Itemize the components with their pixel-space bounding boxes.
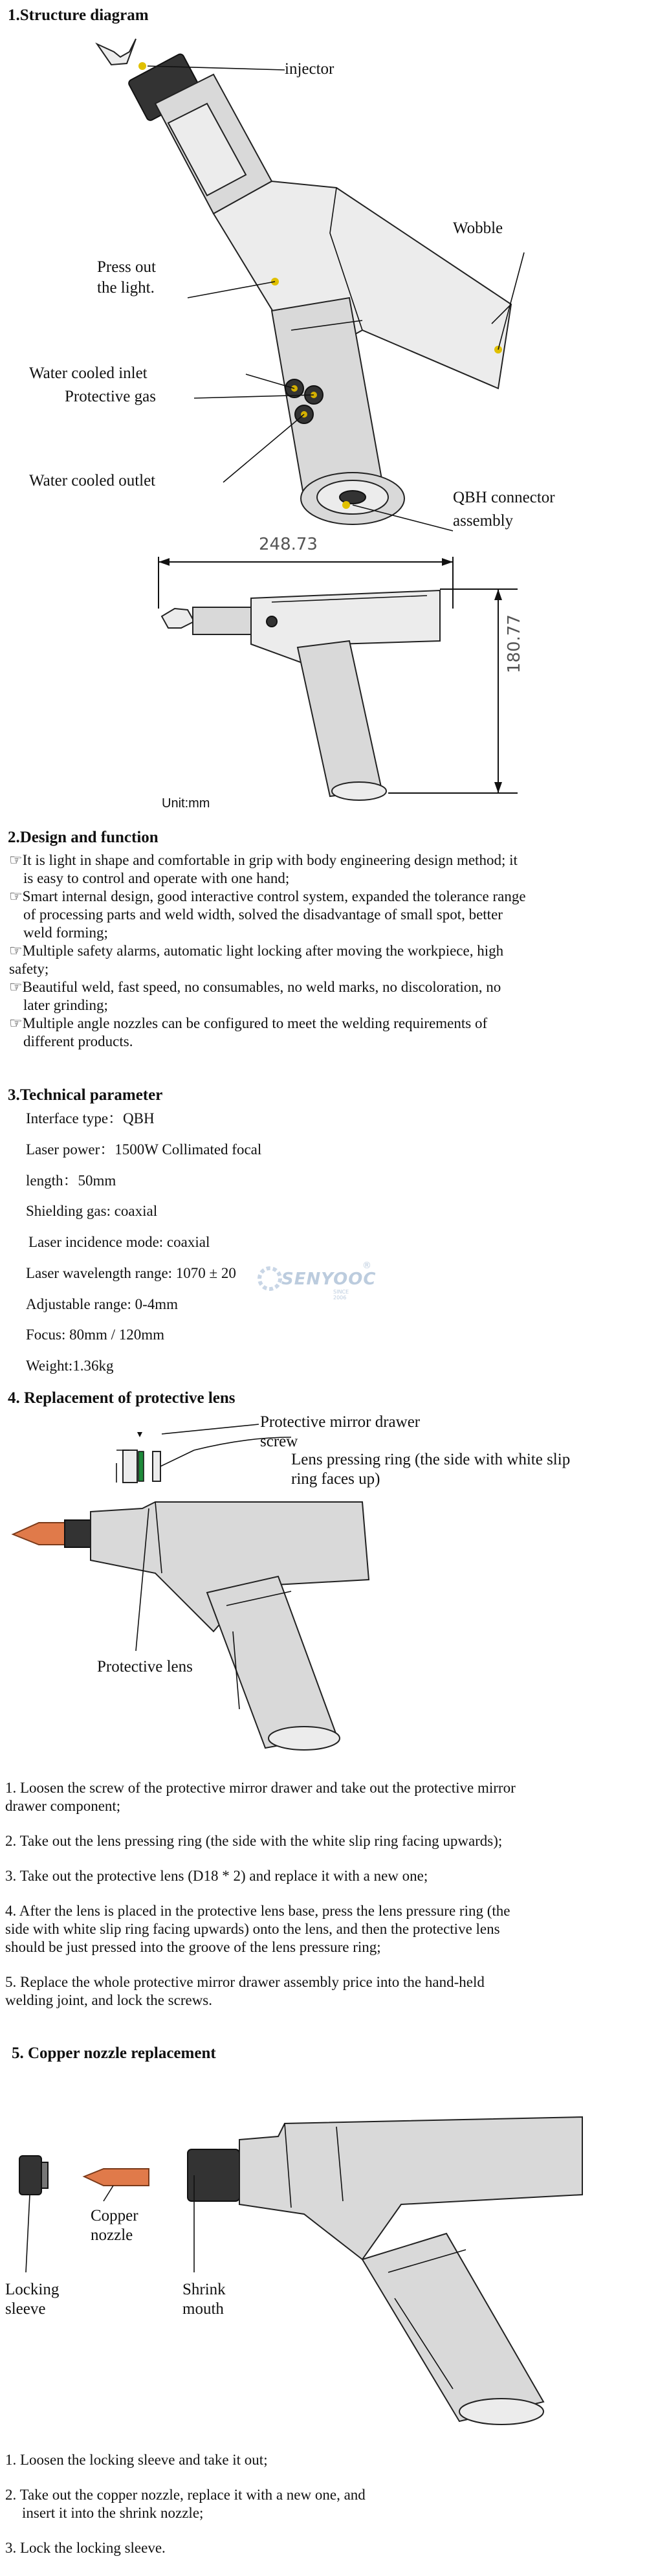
- nozzle-step: 3. Lock the locking sleeve.: [5, 2540, 166, 2556]
- label-water-inlet: Water cooled inlet: [29, 364, 148, 382]
- label-locking-2: sleeve: [5, 2300, 46, 2318]
- label-press-out-1: Press out: [97, 258, 156, 276]
- param-wavelength: Laser wavelength range: 1070 ± 20: [26, 1265, 236, 1281]
- watermark-reg: ®: [362, 1260, 371, 1271]
- param-weight: Weight:1.36kg: [26, 1358, 114, 1374]
- pointing-hand-icon: ☞: [9, 943, 23, 959]
- label-drawer-1: Protective mirror drawer: [260, 1413, 421, 1431]
- design-item: ☞Multiple safety alarms, automatic light locking after moving the workpiece, high safety;: [9, 943, 504, 977]
- pointing-hand-icon: ☞: [9, 979, 23, 995]
- param-focus: Focus: 80mm / 120mm: [26, 1327, 165, 1343]
- section-title-structure: 1.Structure diagram: [8, 6, 149, 24]
- param-shielding-gas: Shielding gas: coaxial: [26, 1203, 158, 1219]
- label-drawer-2: screw: [260, 1433, 298, 1450]
- label-protective-lens: Protective lens: [97, 1658, 193, 1675]
- watermark-brand: SENYOOC: [281, 1270, 377, 1289]
- label-injector: injector: [285, 60, 334, 78]
- section-title-design: 2.Design and function: [8, 829, 159, 846]
- pointing-hand-icon: ☞: [9, 888, 23, 904]
- lens-step: 2. Take out the lens pressing ring (the side with the white slip ring facing upwards);: [5, 1833, 503, 1849]
- design-list: [9, 851, 643, 1051]
- design-item: ☞Smart internal design, good interactive control system, expanded the tolerance range of processing parts and weld width, solved the disadvantage of small spot, better weld forming;: [9, 888, 526, 941]
- section-title-lens: 4. Replacement of protective lens: [8, 1389, 236, 1407]
- lens-step: 5. Replace the whole protective mirror drawer assembly price into the hand-held welding joint, and lock the screws.: [5, 1974, 485, 2008]
- nozzle-step: 1. Loosen the locking sleeve and take it out;: [5, 2452, 268, 2468]
- lens-step: 1. Loosen the screw of the protective mirror drawer and take out the protective mirror drawer component;: [5, 1780, 516, 1814]
- nozzle-step: 2. Take out the copper nozzle, replace it with a new one, and insert it into the shrink nozzle;: [5, 2487, 366, 2521]
- dimension-unit: Unit:mm: [162, 796, 210, 811]
- param-adjustable-range: Adjustable range: 0-4mm: [26, 1296, 179, 1312]
- label-protective-gas: Protective gas: [65, 388, 156, 405]
- label-qbh-2: assembly: [453, 512, 514, 530]
- label-shrink-2: mouth: [182, 2300, 224, 2318]
- label-copper-1: Copper: [91, 2207, 138, 2224]
- dimension-height: 180.77: [505, 614, 524, 673]
- pointing-hand-icon: ☞: [9, 852, 23, 868]
- section-title-technical: 3.Technical parameter: [8, 1086, 163, 1104]
- dimension-drawing: [0, 531, 647, 809]
- section-title-nozzle: 5. Copper nozzle replacement: [12, 2044, 216, 2062]
- label-shrink-1: Shrink: [182, 2281, 226, 2298]
- label-qbh-1: QBH connector: [453, 489, 555, 506]
- lens-step: 4. After the lens is placed in the protective lens base, press the lens pressure ring (the side with white slip ring facing upwards) onto the lens, and then the protective lens should be just pressed into the groove of the lens pressure ring;: [5, 1903, 510, 1955]
- pointing-hand-icon: ☞: [9, 1015, 23, 1031]
- dimension-width: 248.73: [259, 535, 318, 554]
- watermark-sub: SINCE 2006: [333, 1289, 349, 1301]
- label-locking-1: Locking: [5, 2281, 60, 2298]
- gear-icon: [256, 1264, 284, 1293]
- param-interface: Interface type：QBH: [26, 1110, 155, 1126]
- nozzle-steps: [5, 2451, 642, 2557]
- lens-steps: [5, 1779, 642, 2010]
- label-water-outlet: Water cooled outlet: [29, 472, 156, 489]
- label-ring-2: ring faces up): [291, 1470, 380, 1488]
- label-wobble: Wobble: [453, 219, 503, 237]
- param-length: length：50mm: [26, 1172, 116, 1189]
- label-copper-2: nozzle: [91, 2226, 133, 2244]
- design-item: ☞Beautiful weld, fast speed, no consumables, no weld marks, no discoloration, no later grinding;: [9, 979, 501, 1013]
- param-laser-power: Laser power：1500W Collimated focal: [26, 1141, 262, 1158]
- lens-step: 3. Take out the protective lens (D18 * 2) and replace it with a new one;: [5, 1868, 428, 1884]
- label-ring-1: Lens pressing ring (the side with white slip: [291, 1451, 571, 1468]
- param-incidence-mode: Laser incidence mode: coaxial: [28, 1234, 210, 1250]
- design-item: ☞It is light in shape and comfortable in grip with body engineering design method; it is easy to control and operate with one hand;: [9, 852, 518, 886]
- design-item: ☞Multiple angle nozzles can be configured to meet the welding requirements of different products.: [9, 1015, 488, 1049]
- label-press-out-2: the light.: [97, 279, 155, 297]
- nozzle-replacement-illustration: [0, 2065, 647, 2428]
